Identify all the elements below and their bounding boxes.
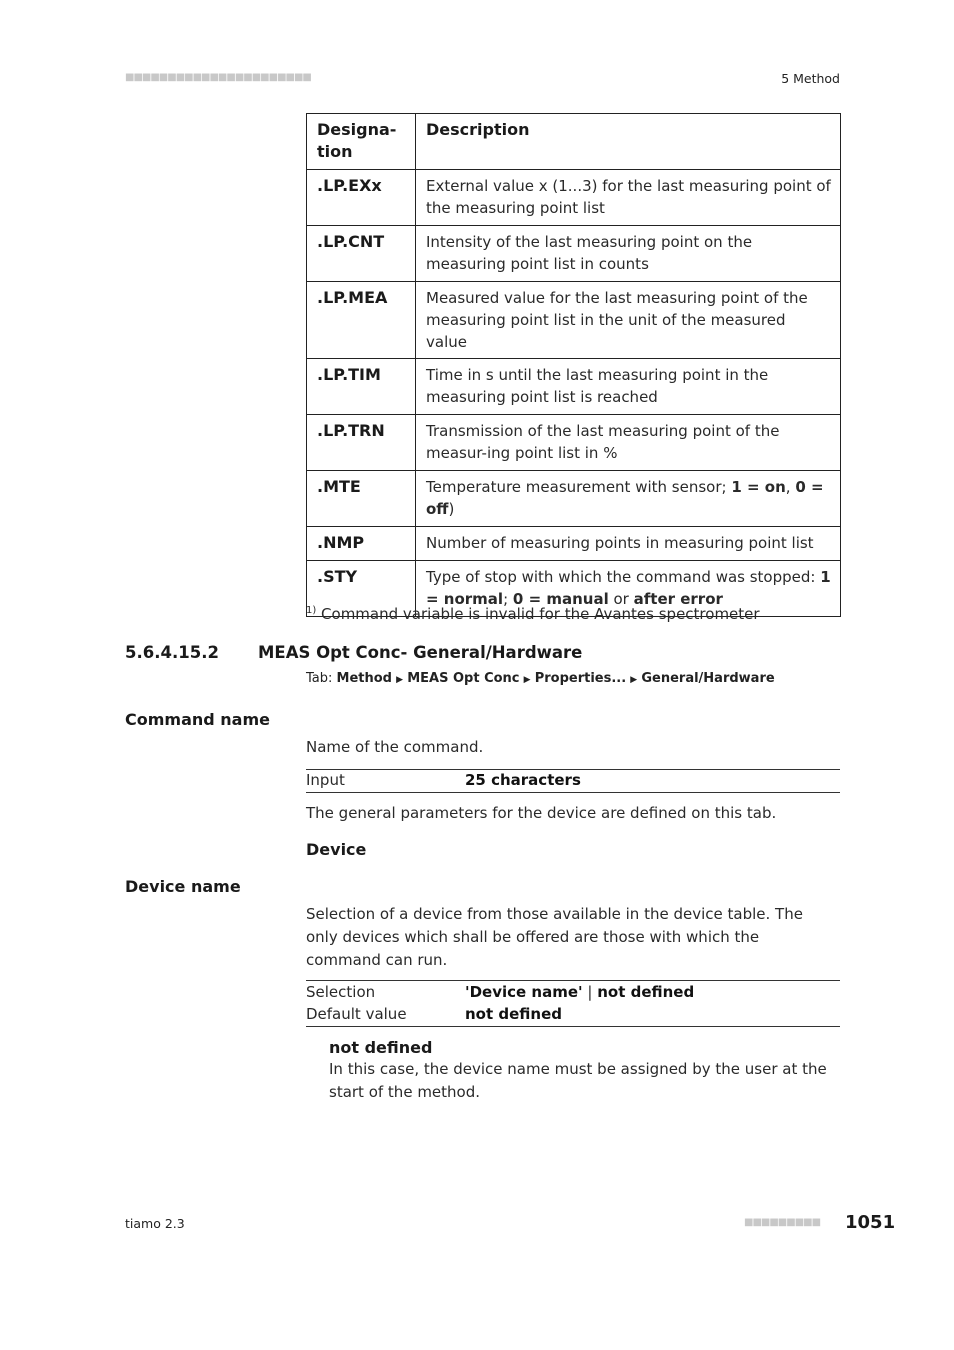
header-section: 5 Method (781, 71, 840, 86)
variables-table (306, 113, 841, 617)
designation-cell: .LP.EXx (307, 170, 416, 226)
breadcrumb-arrow-icon: ▶ (630, 675, 638, 685)
header-designation-line2: tion (317, 142, 353, 161)
footnote-text: Command variable is invalid for the Avantes spectrometer (321, 605, 760, 623)
tab-prefix: Tab: (306, 671, 337, 686)
tab-breadcrumb (306, 671, 775, 686)
footer-product: tiamo 2.3 (125, 1216, 185, 1231)
description-cell: External value x (1...3) for the last measuring point of the measuring point list (416, 170, 841, 226)
command-name-description: Name of the command. (306, 738, 484, 756)
designation-cell: .LP.TRN (307, 415, 416, 471)
breadcrumb-arrow-icon: ▶ (523, 675, 531, 685)
page-number: 1051 (845, 1212, 896, 1233)
value-after-error: after error (633, 590, 723, 608)
description-text: Temperature measurement with sensor; (426, 478, 732, 496)
selection-value-device-name: 'Device name' (465, 983, 583, 1001)
description-cell: Time in s until the last measuring point in the measuring point list is reached (416, 359, 841, 415)
table-row (307, 282, 841, 359)
table-row (307, 471, 841, 527)
default-label: Default value (306, 1005, 407, 1023)
header-description: Description (416, 114, 841, 170)
option-title: not defined (329, 1038, 433, 1057)
designation-cell: .LP.MEA (307, 282, 416, 359)
divider (306, 769, 840, 770)
description-cell (416, 471, 841, 527)
description-text: or (608, 590, 634, 608)
description-text: ) (448, 500, 455, 518)
section-title: MEAS Opt Conc- General/Hardware (258, 643, 583, 662)
value-manual: 0 = manual (512, 590, 609, 608)
selection-value-not-defined: not defined (597, 983, 695, 1001)
designation-cell: .MTE (307, 471, 416, 527)
description-text: Type of stop with which the command was stopped: (426, 568, 821, 586)
value-normal: 1 = normal (426, 568, 831, 608)
footnote (306, 605, 760, 623)
breadcrumb-item: Properties... (534, 671, 627, 686)
description-text: ; (503, 590, 513, 608)
description-cell: Intensity of the last measuring point on the measuring point list in counts (416, 226, 841, 282)
header-decoration: ■■■■■■■■■■■■■■■■■■■■■■ (125, 72, 311, 83)
designation-cell: .STY (307, 561, 416, 617)
breadcrumb-item: General/Hardware (641, 671, 775, 686)
command-name-heading: Command name (125, 710, 270, 729)
designation-cell: .LP.TIM (307, 359, 416, 415)
table-row (307, 527, 841, 561)
divider (306, 1026, 840, 1027)
table-row (307, 359, 841, 415)
designation-cell: .NMP (307, 527, 416, 561)
selection-values (465, 983, 694, 1001)
designation-cell: .LP.CNT (307, 226, 416, 282)
device-name-heading: Device name (125, 877, 241, 896)
divider (306, 980, 840, 981)
section-number: 5.6.4.15.2 (125, 643, 219, 662)
breadcrumb-item: Method (336, 671, 392, 686)
value-off: 0 = off (426, 478, 824, 518)
table-row (307, 415, 841, 471)
table-row (307, 170, 841, 226)
header-designation (307, 114, 416, 170)
device-name-description: Selection of a device from those available in the device table. The only devices which shall be offered are those with which the command can run. (306, 905, 803, 969)
input-value: 25 characters (465, 771, 581, 789)
value-on: 1 = on (731, 478, 786, 496)
input-label: Input (306, 771, 345, 789)
footer-decoration: ■■■■■■■■■ (744, 1217, 821, 1228)
divider (306, 792, 840, 793)
footnote-marker: 1) (306, 605, 317, 616)
breadcrumb-item: MEAS Opt Conc (407, 671, 520, 686)
description-cell: Number of measuring points in measuring point list (416, 527, 841, 561)
table-header-row (307, 114, 841, 170)
breadcrumb-arrow-icon: ▶ (396, 675, 404, 685)
command-name-note: The general parameters for the device are defined on this tab. (306, 804, 777, 822)
option-description: In this case, the device name must be assigned by the user at the start of the method. (329, 1060, 827, 1101)
description-cell: Transmission of the last measuring point of the measur-ing point list in % (416, 415, 841, 471)
default-value: not defined (465, 1005, 562, 1023)
selection-separator: | (582, 983, 598, 1001)
device-subheading: Device (306, 840, 367, 859)
table-row (307, 226, 841, 282)
description-text: , (785, 478, 796, 496)
header-designation-line1: Designa- (317, 120, 397, 139)
description-cell: Measured value for the last measuring point of the measuring point list in the unit of the measured value (416, 282, 841, 359)
selection-label: Selection (306, 983, 376, 1001)
